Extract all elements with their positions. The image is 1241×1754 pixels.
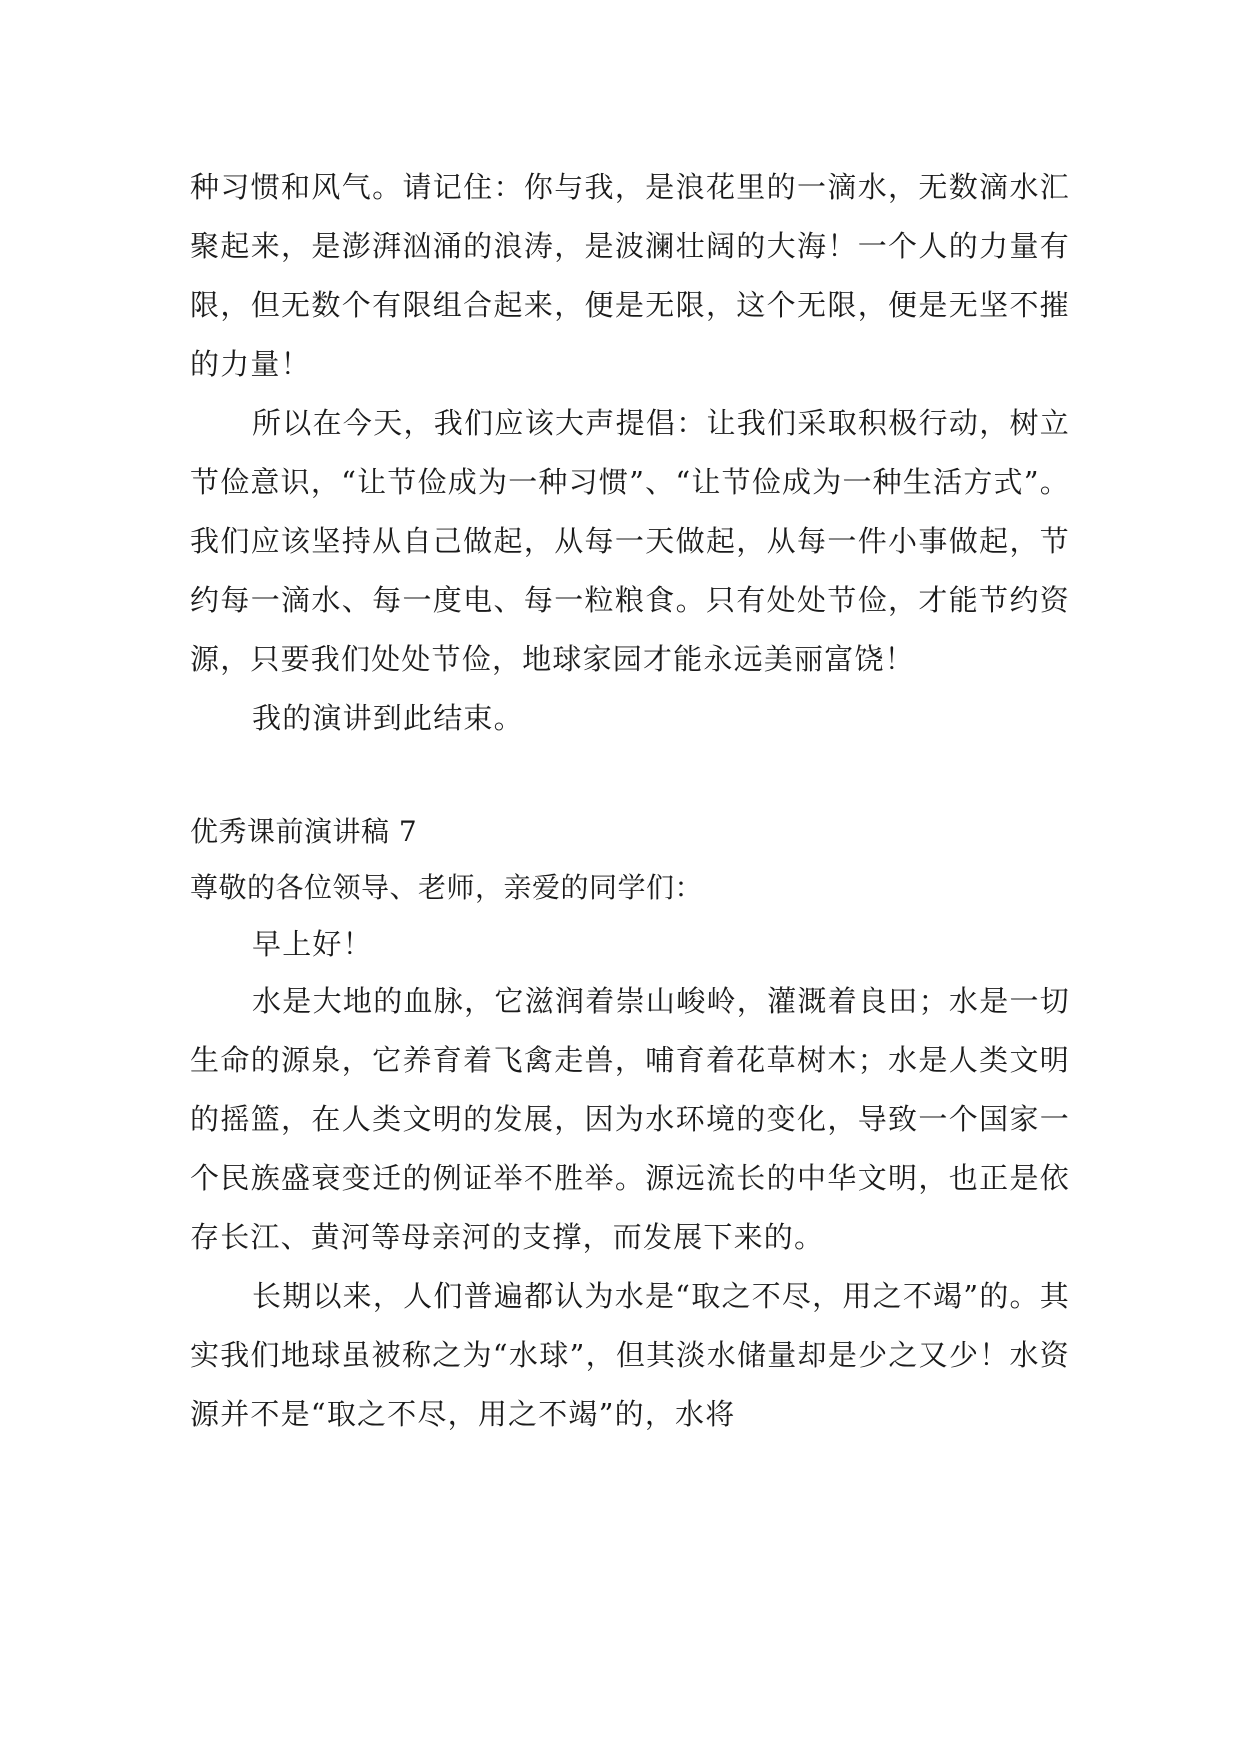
salutation: 尊敬的各位领导、老师，亲爱的同学们： bbox=[190, 871, 704, 904]
paragraph-water-lifeblood: 水是大地的血脉，它滋润着崇山峻岭，灌溉着良田；水是一切生命的源泉，它养育着飞禽走兽，哺育着花草树木；水是人类文明的摇篮，在人类文明的发展，因为水环境的变化，导致一个国家一个民族盛衰变迁的例证举不胜举。源远流长的中华文明，也正是依存长江、黄河等母亲河的支撑，而发展下来的。 bbox=[190, 984, 1070, 1254]
section-spacer bbox=[190, 748, 1070, 804]
paragraph-advocacy: 所以在今天，我们应该大声提倡：让我们采取积极行动，树立节俭意识，“让节俭成为一种习惯”、“让节俭成为一种生活方式”。我们应该坚持从自己做起，从每一天做起，从每一件小事做起，节约每一滴水、每一度电、每一粒粮食。只有处处节俭，才能节约资源，只要我们处处节俭，地球家园才能永远美丽富饶！ bbox=[190, 406, 1070, 676]
section-title: 优秀课前演讲稿 7 bbox=[190, 815, 418, 848]
greeting: 早上好！ bbox=[252, 927, 373, 961]
paragraph-closing: 我的演讲到此结束。 bbox=[252, 701, 524, 735]
paragraph-water-scarcity: 长期以来，人们普遍都认为水是“取之不尽，用之不竭”的。其实我们地球虽被称之为“水球”，但其淡水储量却是少之又少！水资源并不是“取之不尽，用之不竭”的，水将 bbox=[190, 1279, 1070, 1431]
document-body bbox=[190, 158, 1070, 1444]
paragraph-continuation: 种习惯和风气。请记住：你与我，是浪花里的一滴水，无数滴水汇聚起来，是澎湃汹涌的浪涛，是波澜壮阔的大海！一个人的力量有限，但无数个有限组合起来，便是无限，这个无限，便是无坚不摧的力量！ bbox=[190, 170, 1070, 381]
